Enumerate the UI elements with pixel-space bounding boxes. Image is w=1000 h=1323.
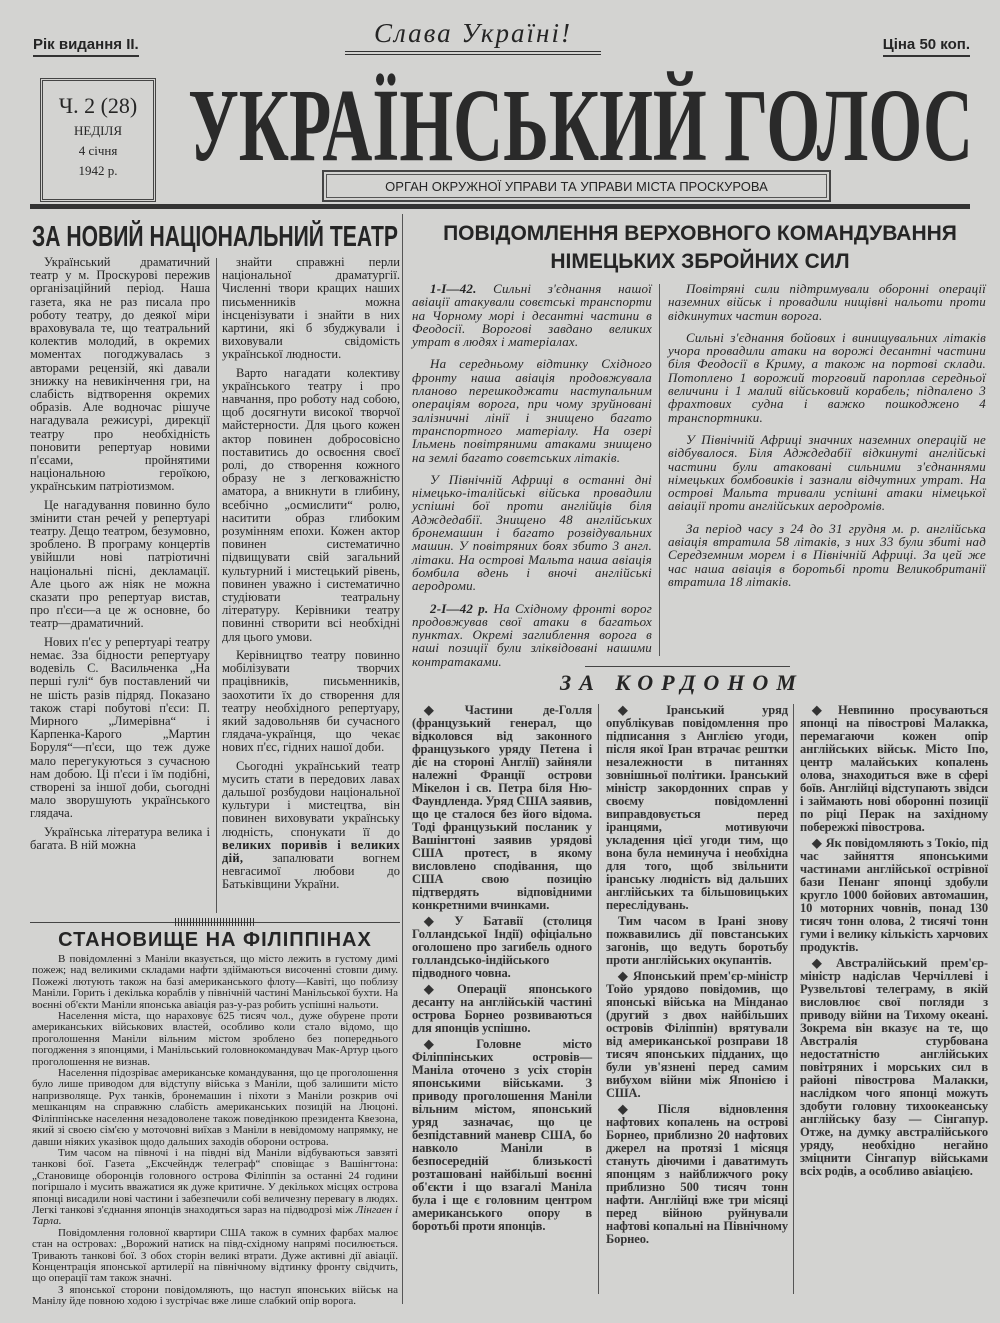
paragraph-text: Як повідомляють з Токіо, під час зайняття японськими частинами англійської острівної бази Пенанг японці здобули кругло 1000 бойових автомашин, 10 моторних човнів, понад 130 тисяч тонн олова, 2 тисячі тонн гуми і велику кількість харчових продуктів. xyxy=(800,836,989,954)
article-paragraph: Повідомлення головної квартири США також в сумних фарбах малює стан на островах: „Ворожий натиск на півд-східному напрямі посилюється. Тривають танкові бої. З обох сторін великі втрати. Дуже активні дії авіації. Концентрація японської артилерії на північному відтинку фронту свідчить, що операції там також значні. xyxy=(32,1226,398,1285)
bulletin-date: 2-I—42 р. xyxy=(430,600,489,616)
article-paragraph: Нових п'єс у репертуарі театру немає. Зза бідности репертуару водевіль С. Васильченка „На перші гулі“ був поставлений чи не шість разів підряд. Показано також старі побутові п'єси: П. Мирного „Лимерівна“ і Карпенка-Карого „Мартин Боруля“—п'єси, що теж дуже мало перегукуються з сучасною нам добою. Ці п'єси і їм подібні, створені за іншої доби, сьогодні мало зворушують українського глядача. xyxy=(30,634,210,821)
article-paragraph xyxy=(412,282,652,348)
article-paragraph: З японської сторони повідомляють, що наступ японських військ на Манілу йде повною ходою і зустрічає вже лише слабкий опір ворога. xyxy=(32,1283,398,1308)
okw-bulletin-column-2 xyxy=(668,282,986,597)
theatre-article-headline: ЗА НОВИЙ НАЦІОНАЛЬНИЙ ТЕАТР xyxy=(32,221,535,253)
paragraph-text: Сильні з'єднання нашої авіації атакували совєтські транспорти на Чорному морі і десантні частини в Феодосії. Ворогові завдано великих утрат в людях і матеріалах. xyxy=(412,281,652,350)
diamond-bullet-icon: ◆ xyxy=(424,703,461,717)
article-paragraph xyxy=(412,915,592,980)
theatre-article-column-2 xyxy=(222,256,400,897)
diamond-bullet-icon: ◆ xyxy=(618,703,663,717)
masthead-rule xyxy=(30,204,970,209)
okw-headline-line-1: ПОВІДОМЛЕННЯ ВЕРХОВНОГО КОМАНДУВАННЯ xyxy=(443,222,957,245)
article-paragraph: За період часу з 24 до 31 грудня м. р. англійська авіація втратила 58 літаків, з них 33 були збиті над Середземним морем і в Північній Африці. За цей же час наша авіація в боротьбі проти Великобританії втратила 18 літаків. xyxy=(668,520,986,589)
page-divider xyxy=(402,214,403,1304)
newspaper-subtitle: ОРГАН ОКРУЖНОЇ УПРАВИ ТА УПРАВИ МІСТА ПРОСКУРОВА xyxy=(322,170,831,202)
article-paragraph xyxy=(606,1103,788,1246)
paragraph-text: Після відновлення нафтових копалень на острові Борнео, приблизно 20 нафтових джерел на протязі 1 місяця стануть діючими і даватимуть японцям з найближчого року приблизно 500 тисяч тонн нафти. Англійці вже три місяці перед війною руйнували нафтові копальні на Північному Борнео. xyxy=(606,1102,788,1246)
abroad-column-3 xyxy=(800,704,988,1181)
paragraph-text: Австралійський прем'єр-міністр надіслав Черчіллеві і Рузвельтові телеграму, в якій висловлює свої погляди з приводу війни на Тихому океані. Зокрема він вказує на те, що Австралія стурбована недостатністю англійських повітряних і морських сил в районі півострова Малакки, наслідком чого японці можуть здобути головну тихоокеанську англійську базу — Сінгапур. Отже, на думку австралійського уряду, необхідно негайно зміцнити Сінгапур військами всіх родів, а особливо авіацією. xyxy=(800,956,988,1178)
volume-label: Рік видання II. xyxy=(33,36,139,57)
article-paragraph: В повідомленні з Маніли вказується, що місто лежить в густому димі пожеж; над великими складами нафти здіймаються височенні стовпи диму. Пожежі лютують також на базі американського флоту—Кавіті, що поблизу Маніли. Горить і декілька кораблів у північній частині Манільської бухти. На воєнні об'єкти Маніли японська авіація раз-у-раз робить успішні нальоти. xyxy=(32,953,398,1011)
diamond-bullet-icon: ◆ xyxy=(424,982,453,996)
okw-headline-line-2: НІМЕЦЬКИХ ЗБРОЙНИХ СИЛ xyxy=(550,250,850,273)
theatre-article-column-1 xyxy=(30,256,210,857)
emphasized-text: великих поривів і великих дій, xyxy=(222,837,400,865)
theatre-article-headline-box xyxy=(30,216,535,253)
slogan: Слава Україні! xyxy=(345,18,601,55)
column-divider xyxy=(216,258,217,913)
column-divider xyxy=(598,704,599,1294)
article-paragraph: Це нагадування повинно було змінити стан речей у репертуарі театру. Дещо театром, безумовно, зроблено. В програму концертів увійшли нові патріотичні національні пісні, декламації. Але цього аж ніяк не можна сказати про репертуар вистав, про п'єси—а це ж основне, бо театр—драматичний. xyxy=(30,497,210,631)
article-paragraph xyxy=(606,970,788,1100)
article-paragraph: Варто нагадати колективу українського театру і про навчання, про роботу над собою, щоб досягнути високої творчої майстерности. Для цього кожен актор повинен добросовісно поставитись до освоєння своєї ролі, до створення кожного образу не з легковажністю аматора, а вникнути в глибину, всебічно „осмислити“ ролю, наситити образ глибоким розумінням епохи. Кожен актор повинен систематично підвищувати свій загальний культурний і мистецький рівень, повинен уважно і систематично студіювати театральну літературу. Керівники театру повинні створити всі необхідні для цього умови. xyxy=(222,365,400,644)
paragraph-text: Іранський уряд опублікував повідомлення про підписання з Англією угоди, після якої Іран втрачає рештки незалежности в питаннях зовнішньої політики. Іранський міністр закордонних справ у своєму повідомленні виправдовується перед іранцями, мотивуючи укладення цієї угоди тим, що вона була неминуча і необхідна для того, щоб звільнити іранську людність від дальших англійських та більшовицьких переслідувань. xyxy=(606,703,788,912)
article-paragraph: У Північній Африці в останні дні німецько-італійські війська провадили успішні бої проти англійців біля Адждедабії. Знищено 48 англійських бронемашин і багато розвідувальних машин. У повітряних боях збито 3 англ. літаки. На острові Мальта наша авіація бомбила вдень і вночі англійські аеродроми. xyxy=(412,471,652,594)
paragraph-text: Тим часом на півночі і на півдні від Маніли відбуваються завзяті танкові бої. Газета „Ексчейндж телеграф“ сповіщає з Вашінгтона: „Становище оборонців головного острова Філіппін за останні 24 години погіршало і мусить вважатися як дуже критичне. У декількох місцях острова японці висадили нові частини і забезпечили собі величезну перевагу в людях. Легкі танкові з'єднання японців знаходяться зараз на підводрозі між xyxy=(32,1146,398,1216)
paragraph-text: У Батавії (столиця Голландської Індії) офіціально оголошено про загибель одного голландсько-індійського підводного човна. xyxy=(412,914,592,980)
article-paragraph xyxy=(412,704,592,912)
paragraph-text: Частини де-Голля (французький генерал, що відколовся від законного французького уряду Петена і діє на стороні Англії) зайняли належні Франції острови Мікелон і св. Петра біля Ню-Фаундленда. Уряд США заявив, що це сталося без його відома. Тоді французький посланик у Вашінгтоні заявив урядові США протест, в якому висловлено сподівання, що США свою позицію підтвердять відповідними конкретними вчинками. xyxy=(412,703,592,912)
diamond-bullet-icon: ◆ xyxy=(812,956,832,970)
article-paragraph: Українська література велика і багата. В ній можна xyxy=(30,824,210,852)
article-paragraph: знайти справжні перли національної драматургії. Численні твори кращих наших письменників можна інсценізувати і знайти в них картини, які б збуджували і виховували свідомість української людности. xyxy=(222,255,400,362)
emphasized-text: Лінгаен і Тарла. xyxy=(32,1203,398,1228)
column-divider xyxy=(659,284,660,656)
diamond-bullet-icon: ◆ xyxy=(618,1102,654,1116)
issue-box xyxy=(40,78,156,202)
paragraph-text: На Східному фронті ворог продовжував свої атаки в багатьох пунктах. Окремі заглиблення ворога в наші позиції були зліквідовані нашими контратаками. xyxy=(412,600,652,669)
paragraph-text: Головне місто Філіппінських островів—Маніла оточено з усіх сторін японськими військами. З приводу проголошення Маніли вільним містом, японський уряд зазначає, що це безпідставний маневр США, бо навколо Маніли в безпосередній близькості розташовані найбільші воєнні об'єкти і що взагалі Маніла була і ще є головним центром американського опору в боротьбі проти японців. xyxy=(412,1037,592,1233)
bulletin-date: 1-I—42. xyxy=(430,281,477,296)
newspaper-masthead xyxy=(188,68,973,183)
okw-bulletin-headline xyxy=(410,220,990,276)
article-paragraph: Населення міста, що нараховує 625 тисяч чол., дуже обурене проти американських військових властей, особливо коли стало відомо, що проголошення Маніли вільним містом зроблено без попереднього погодження з японцями, і Манільський головнокомандувач Мак-Артур цього проголошення не визнав. xyxy=(32,1010,398,1068)
issue-number: Ч. 2 (28) xyxy=(58,93,138,118)
article-paragraph xyxy=(222,760,400,892)
article-paragraph: У Північній Африці значних наземних операцій не відбувалося. Біля Адждедабії відкинуті англійські частини були атаковані сильними з'єднаннями німецьких бомбовиків і зазнали відчутних утрат. На острові Мальта тривали успішні атаки німецької авіації проти англійських аеродромів. xyxy=(668,431,986,514)
article-paragraph: Сильні з'єднання бойових і винищувальних літаків учора провадили атаки на ворожі десантні частини біля Феодосії в Криму, а також на портові склади. Потоплено 1 ворожий торговий пароплав середньої величини і 1 малий військовий корабель; підпалено 3 фрахтових судна і важко пошкоджено 4 транспортники. xyxy=(668,329,986,425)
issue-year: 1942 р. xyxy=(78,163,118,178)
issue-date: 4 січня xyxy=(78,143,118,158)
article-paragraph xyxy=(606,704,788,912)
diamond-bullet-icon: ◆ xyxy=(812,703,834,717)
paragraph-text: Невпинно просуваються японці на півострові Малакка, перемагаючи кожен опір англійських військ. Місто Іпо, центр малайських копалень олова, знаходиться вже в сфері боїв. Англійці відступають звідси і займають нові оборонні позиції по ріці Перак на західному побережжі півострова. xyxy=(800,703,989,834)
article-paragraph: Український драматичний театр у м. Проскурові пережив організаційний період. Наша газета, яка не раз писала про роботу театру, до деякої міри враховувала те, що театральний колектив молодий, в окремих моментах погоджувалась з авторами рецензій, які давали знижку на невикінчення гри, на слабість відтворення окремих образів. Але водночас рішуче нагадувала режисурі, дирекції театру про необхідність поновити репертуар новими п'єсами, пройнятими національною героїкою, українським патріотизмом. xyxy=(30,255,210,494)
article-paragraph xyxy=(800,837,988,954)
section-divider xyxy=(585,666,790,667)
paragraph-text: запалювати вогнем невгасимої любови до Батьківщини України. xyxy=(222,850,400,892)
okw-bulletin-column-1 xyxy=(412,282,652,677)
diamond-bullet-icon: ◆ xyxy=(618,969,629,983)
column-divider xyxy=(793,704,794,1294)
price-label: Ціна 50 коп. xyxy=(883,36,970,57)
article-paragraph: Повітряні сили підтримували оборонні операції наземних військ і провадили нищівні нальоти проти відкинутих частин ворога. xyxy=(668,281,986,323)
article-paragraph xyxy=(800,704,988,834)
newspaper-title: УКРАЇНСЬКИЙ ГОЛОС xyxy=(188,68,973,183)
divider-ornament xyxy=(175,918,255,926)
diamond-bullet-icon: ◆ xyxy=(424,914,451,928)
abroad-column-2 xyxy=(606,704,788,1249)
paragraph-text: Операції японського десанту на англійській частині острова Борнео розвиваються для японців успішно. xyxy=(412,982,593,1035)
article-paragraph xyxy=(800,957,988,1178)
abroad-section-headline: ЗА КОРДОНОМ xyxy=(560,670,804,695)
paragraph-text: Сьогодні український театр мусить стати в передових лавах дальшої розбудови національної культури і мистецтва, він повинен виховувати українську людність, спонукати її до xyxy=(222,758,400,839)
article-paragraph xyxy=(412,1038,592,1233)
article-paragraph xyxy=(412,602,652,668)
abroad-column-1 xyxy=(412,704,592,1236)
diamond-bullet-icon: ◆ xyxy=(812,836,822,850)
article-paragraph xyxy=(412,983,592,1035)
article-paragraph: Населення підозріває американське командування, що це проголошення було лише приводом для відступу війська з Маніли, щоб залишити місто напризволяще. Рух танків, бронемашин і піхоти з Маніли розкрив очі мешканцям на справжню слабість американських позицій на Люцоні. Філіппінське населення незадоволене також поведінкою президента Квезона, який зі своєю сім'єю у моточовні виїхав з Маніли в невідомому напрямку, не давши ніяких указівок щодо дальших заходів оборони острова. xyxy=(32,1067,398,1148)
diamond-bullet-icon: ◆ xyxy=(424,1037,473,1051)
article-paragraph: Тим часом в Ірані знову пожвавились дії повстанських загонів, що ведуть боротьбу проти англійських окупантів. xyxy=(606,914,788,967)
article-paragraph: Керівництво театру повинно мобілізувати творчих працівників, письменників, заохотити їх до створення для театру необхідного репертуару, який задовольняв би сучасного глядача-українця, що чекає нових п'єс, гідних нашої доби. xyxy=(222,647,400,755)
paragraph-text: Японський прем'єр-міністр Тойо урядово повідомив, що японські війська на Мінданао (другий з двох найбільших островів Філіппін) врятували від американської розправи 18 тисяч японських підданих, що були ув'язнені перед самим вибухом війни між Японією і США. xyxy=(606,969,788,1100)
article-paragraph xyxy=(32,1148,398,1228)
philippines-article-headline: СТАНОВИЩЕ НА ФІЛІППІНАХ xyxy=(58,929,372,951)
article-paragraph: На середньому відтинку Східного фронту наша авіація продовжувала планово перешкоджати наступальним операціям ворога, при чому зруйновані залізничні лінії і знищено багато транспортного матеріалу. На озері Ільмень повітряними атаками знищено на землі багато совєтських літаків. xyxy=(412,356,652,465)
issue-weekday: НЕДІЛЯ xyxy=(73,123,122,138)
philippines-article-body xyxy=(32,954,398,1308)
